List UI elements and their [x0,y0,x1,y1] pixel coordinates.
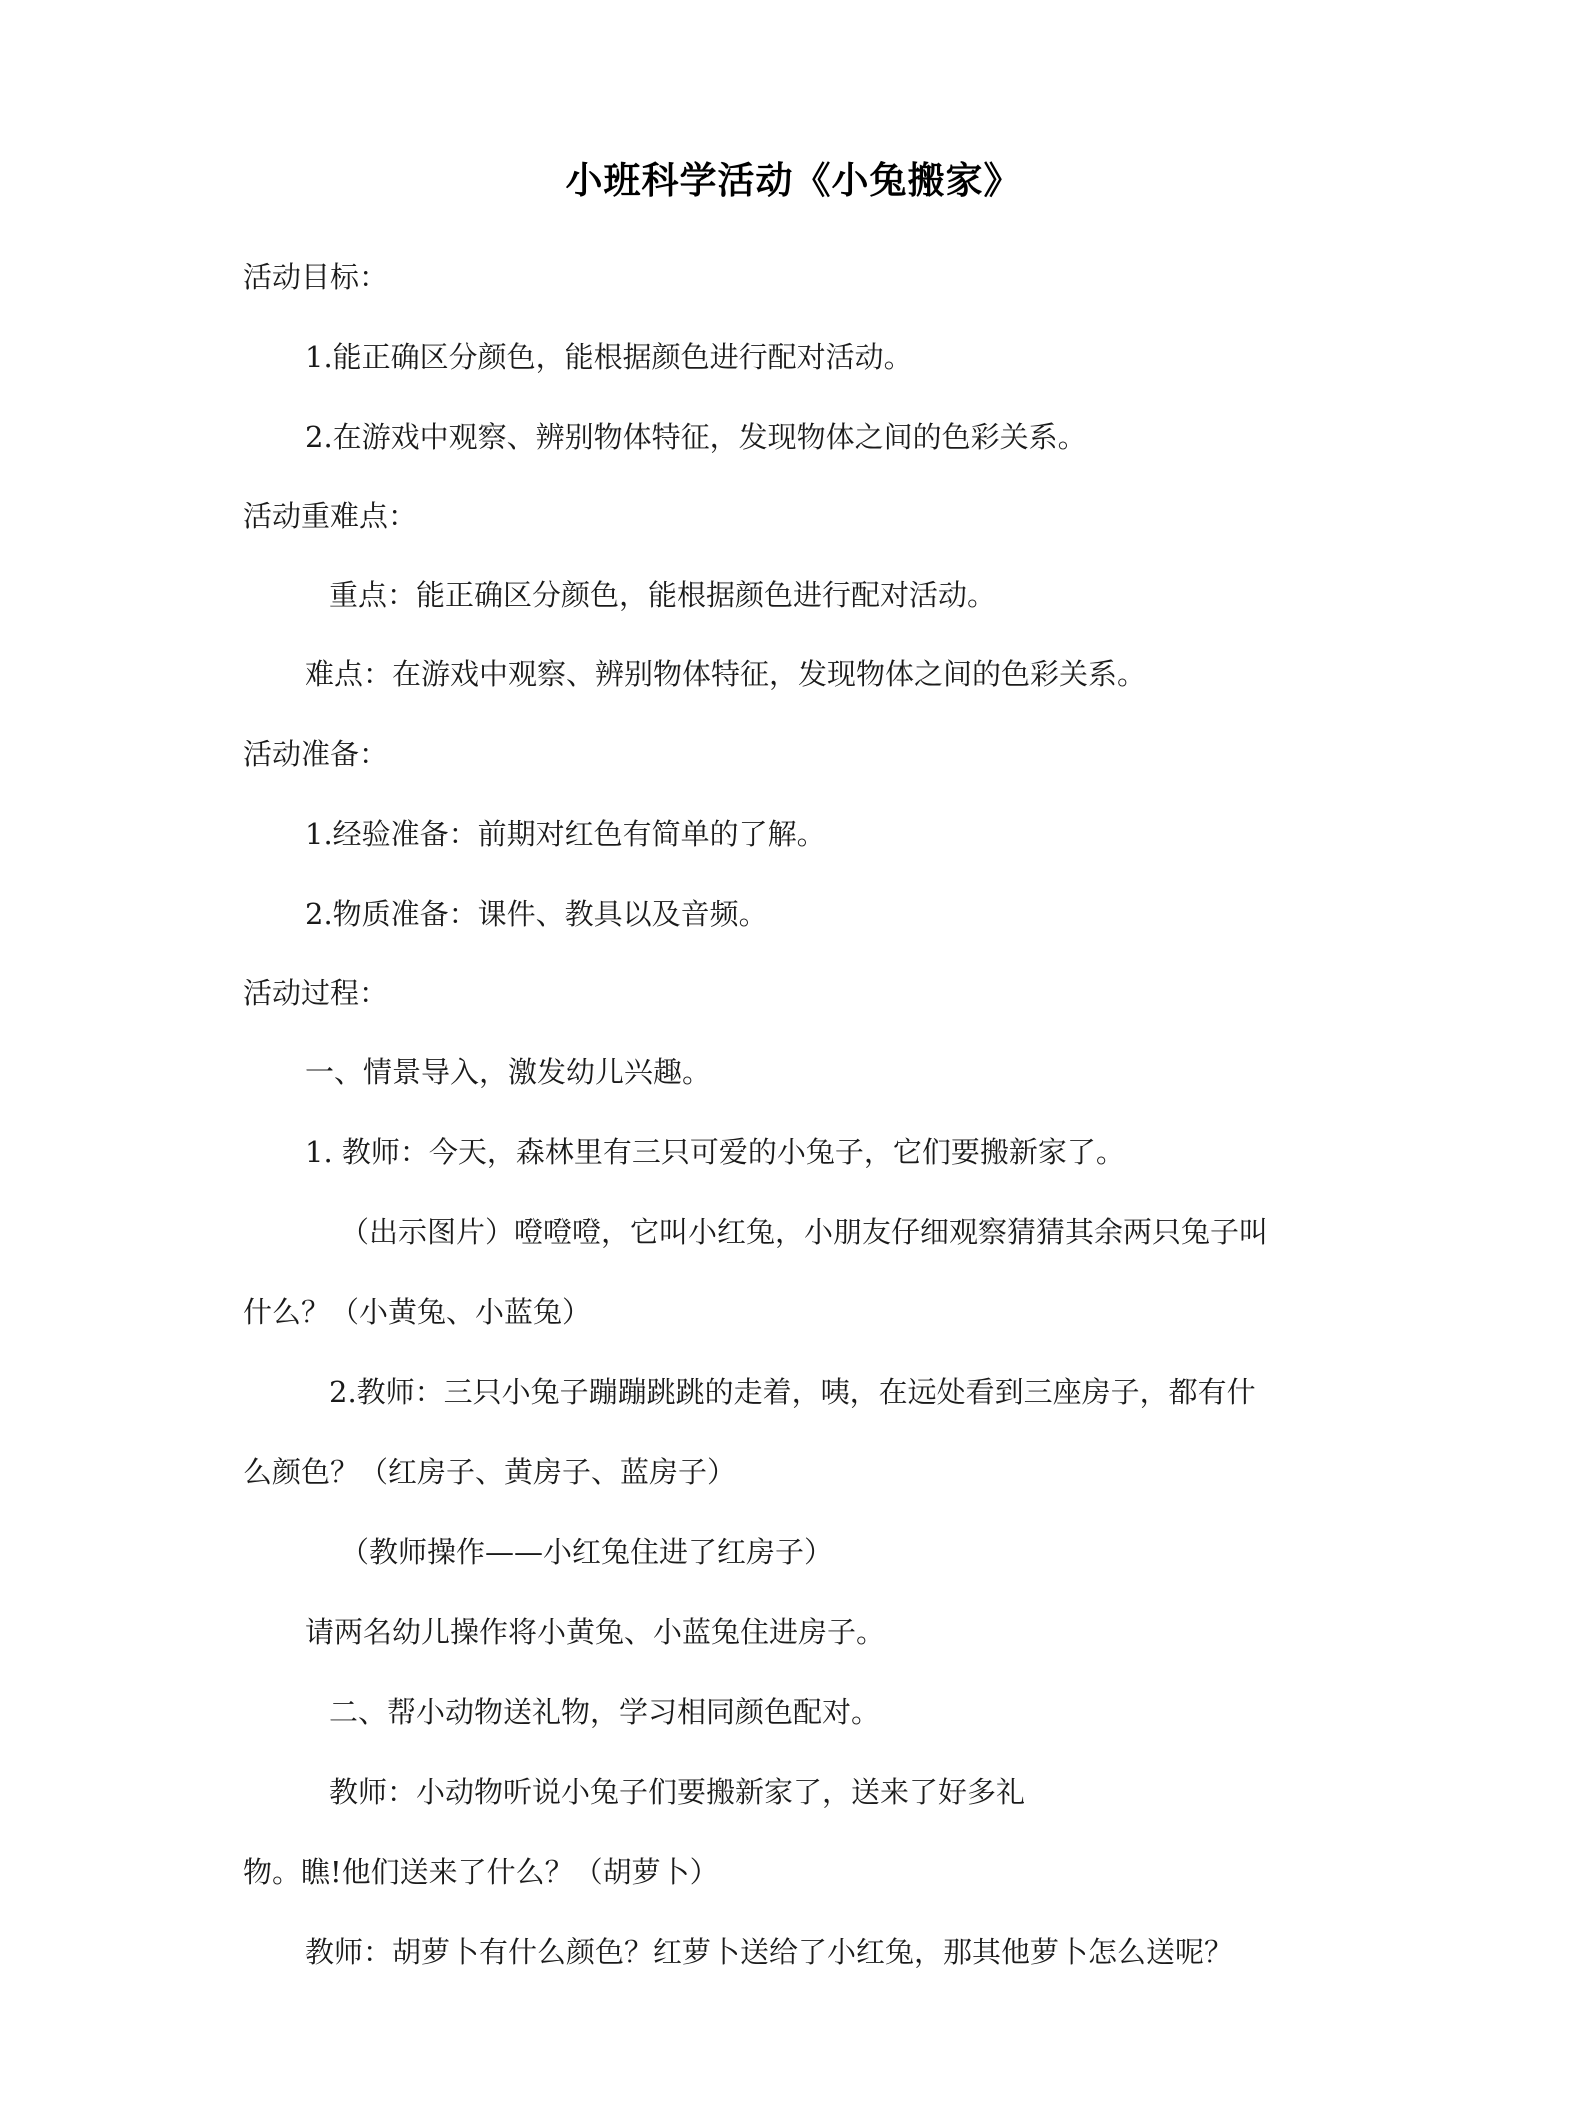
section-heading-key-points: 活动重难点： [243,499,418,533]
process-line-8: 请两名幼儿操作将小黄兔、小蓝兔住进房子。 [305,1615,886,1649]
process-line-11: 物。瞧!他们送来了什么？（胡萝卜） [243,1855,719,1889]
process-line-10: 教师：小动物听说小兔子们要搬新家了，送来了好多礼 [329,1775,1026,1809]
key-point-difficulty: 难点：在游戏中观察、辨别物体特征，发现物体之间的色彩关系。 [305,657,1147,691]
preparation-item-2: 2.物质准备：课件、教具以及音频。 [305,897,768,931]
section-heading-preparation: 活动准备： [243,737,389,771]
process-line-3: （出示图片）噔噔噔，它叫小红兔，小朋友仔细观察猜猜其余两只兔子叫 [340,1215,1269,1249]
process-line-4: 什么？（小黄兔、小蓝兔） [243,1295,592,1329]
section-heading-process: 活动过程： [243,976,389,1010]
process-line-2: 1. 教师：今天，森林里有三只可爱的小兔子，它们要搬新家了。 [305,1135,1125,1169]
key-point-focus: 重点：能正确区分颜色，能根据颜色进行配对活动。 [329,578,997,612]
goal-item-1: 1.能正确区分颜色，能根据颜色进行配对活动。 [305,340,913,374]
process-line-5: 2.教师：三只小兔子蹦蹦跳跳的走着，咦，在远处看到三座房子，都有什 [329,1375,1256,1409]
goal-item-2: 2.在游戏中观察、辨别物体特征，发现物体之间的色彩关系。 [305,420,1087,454]
process-line-7: （教师操作——小红兔住进了红房子） [340,1535,834,1569]
process-line-1: 一、情景导入，激发幼儿兴趣。 [305,1055,712,1089]
process-line-9: 二、帮小动物送礼物，学习相同颜色配对。 [329,1695,881,1729]
section-heading-goals: 活动目标： [243,260,389,294]
document-title: 小班科学活动《小兔搬家》 [565,158,1022,202]
process-line-6: 么颜色？（红房子、黄房子、蓝房子） [243,1455,737,1489]
preparation-item-1: 1.经验准备：前期对红色有简单的了解。 [305,817,826,851]
process-line-12: 教师：胡萝卜有什么颜色？红萝卜送给了小红兔，那其他萝卜怎么送呢？ [305,1935,1234,1969]
